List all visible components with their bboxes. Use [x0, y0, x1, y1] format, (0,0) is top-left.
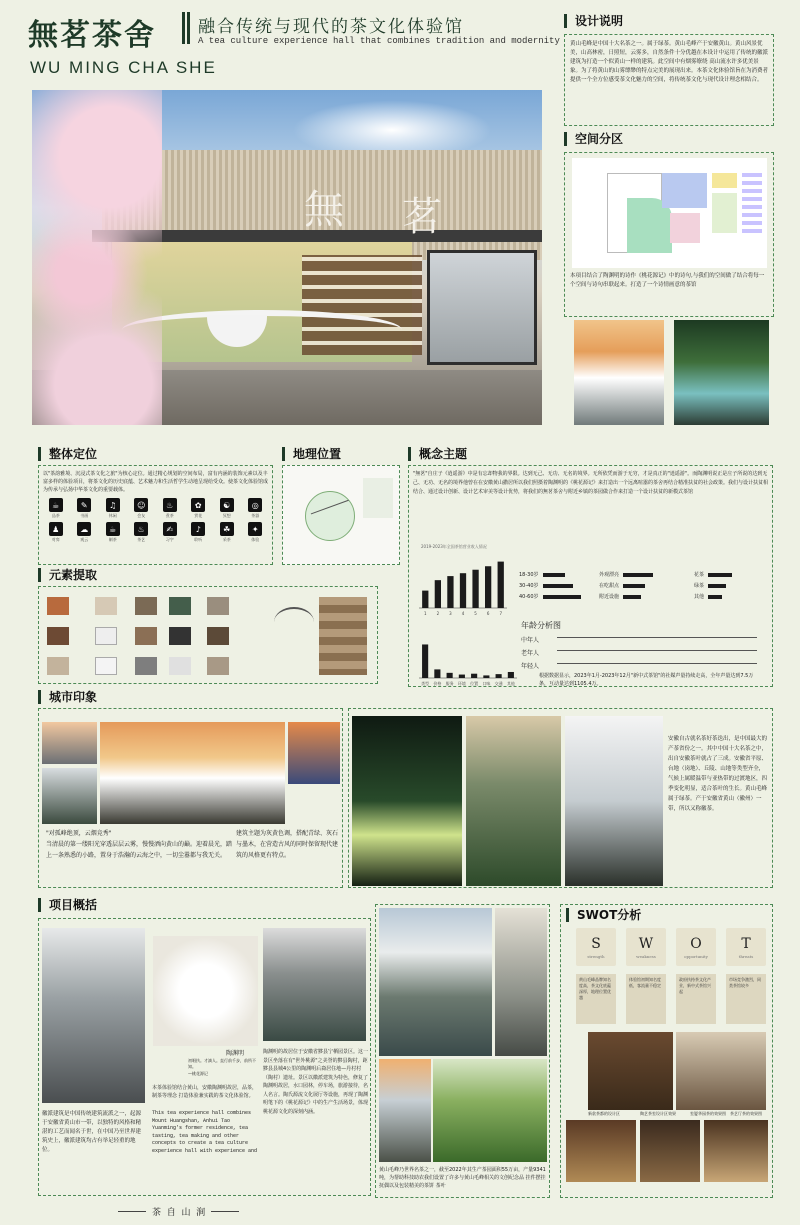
age-groups: 中年人 老年人 年轻人	[521, 637, 540, 670]
swot-heading: SWOT分析	[566, 908, 641, 922]
photo-misty-peaks	[565, 716, 663, 886]
poet-caption: 初唱扶。才滴人。直行前千步，前所不知。	[188, 1058, 256, 1069]
positioning-heading: 整体定位	[38, 447, 273, 461]
bar-7	[498, 562, 504, 608]
photo-pine-mist	[42, 768, 97, 824]
title-divider	[182, 12, 190, 44]
photo-hui-houses	[495, 908, 547, 1056]
activity-icon: ✍ 习字	[157, 522, 183, 543]
footer	[118, 1205, 288, 1217]
activity-icon: ✿ 赏花	[186, 498, 212, 519]
activity-icon: ♨ 茶艺	[129, 522, 155, 543]
intro-en: This tea experience hall combines Mount Huangshan, Anhui Tao Yuanming's former residence, tea tasting, tea making and other concepts to create a tea culture experience hall with experience and	[152, 1110, 258, 1154]
tick-label: 1	[424, 611, 427, 616]
age-title: 年龄分析图	[521, 621, 561, 630]
swot-card: 政府扶持茶文化产业，新中式茶馆兴起	[676, 974, 716, 1024]
city-impression	[38, 690, 773, 890]
render-caption-4: 茶艺厅茶的效果图	[730, 1111, 762, 1116]
revenue-chart	[413, 546, 513, 616]
project-overview	[38, 898, 371, 1198]
space-zoning	[564, 132, 774, 432]
swot-letters	[576, 928, 766, 966]
activity-icon: ✎ 书画	[72, 498, 98, 519]
photo-river-valley	[674, 320, 769, 425]
city-heading: 城市印象	[38, 690, 773, 704]
design-notes	[564, 14, 774, 132]
bar-环境	[459, 675, 465, 678]
tick-label: 服务	[445, 681, 454, 686]
activity-icon: ♨ 煮茶	[157, 498, 183, 519]
bar-4	[460, 573, 466, 608]
activity-icon: ☁ 观云	[72, 522, 98, 543]
photo-hui-alley	[42, 928, 145, 1103]
swot-cards	[576, 974, 766, 1024]
poet-source: —桃花源记	[188, 1071, 208, 1076]
swot-w: W weakness	[626, 928, 666, 966]
subtitle: 融合传统与现代的茶文化体验馆	[198, 17, 464, 37]
swot-card: 体验馆初期知名度低，客流量不稳定	[626, 974, 666, 1024]
legend-left: 18-30岁 30-40岁 40-60岁	[519, 571, 581, 604]
tick-label: 交通	[494, 681, 503, 686]
activity-icon: ◎ 茶器	[243, 498, 269, 519]
tick-label: 2	[436, 611, 440, 616]
bar-服务	[447, 673, 453, 678]
render-tea-room-2	[676, 1032, 766, 1110]
activity-icon: ☯ 冥想	[214, 498, 240, 519]
bar-2	[435, 580, 441, 608]
poet-name: 陶渊明	[226, 1050, 245, 1057]
tick-label: 5	[474, 611, 477, 616]
chart-caption: 2019-2023年全国茶馆营业收入情况	[421, 544, 487, 549]
swot-s: S strength	[576, 928, 616, 966]
stats-text: 根据数据显示，2023年1月-2023年12月"新中式茶馆"的社媒声量持续走高，全年声量达到7.5万条，互动量达到1105.4万。	[539, 673, 754, 687]
activity-icon: ☘ 采茶	[214, 522, 240, 543]
tick-label: 价格	[433, 681, 442, 686]
element-extraction	[38, 568, 378, 686]
tick-label: 环境	[457, 681, 466, 686]
render-caption-3: 室厦华园茶的效果图	[690, 1111, 726, 1116]
bar-价格	[434, 669, 440, 678]
activity-icon: ☕ 制茶	[100, 522, 126, 543]
hui-text: 徽派建筑是中国传统建筑流派之一，起源于安徽省黄山市一带，以独特的风格和精湛的工艺而闻名于世，在中国乃至世界建筑史上，徽派建筑均占有举足轻重的地位。	[42, 1111, 142, 1153]
tick-label: 口味	[482, 681, 491, 686]
activity-icon: ♪ 聆听	[186, 522, 212, 543]
space-zoning-heading: 空间分区	[564, 132, 774, 146]
photo-tao-portrait	[153, 936, 258, 1046]
activity-icon: ☕ 品茶	[43, 498, 69, 519]
activity-icon: ☺ 会友	[129, 498, 155, 519]
tick-label: 3	[449, 611, 452, 616]
hero-sign-2: 茗	[402, 194, 442, 240]
location-map	[282, 465, 400, 565]
render-tea-room-1	[588, 1032, 673, 1110]
geography-heading: 地理位置	[282, 447, 400, 461]
bar-位置	[471, 674, 477, 678]
legend-right: 花茶 绿茶 其他	[694, 571, 732, 604]
render-tea-room-5	[704, 1120, 768, 1182]
activity-icons	[43, 498, 268, 543]
page-title: 無茗茶舍	[28, 18, 156, 53]
hero-render	[32, 90, 542, 425]
design-notes-heading: 设计说明	[564, 14, 774, 28]
concept-heading: 概念主题	[408, 447, 773, 461]
data-analysis-chart	[413, 631, 523, 686]
tao-text: 陶渊明的故居位于安徽省黟县宁栖园景区。这一景区坐落在有"世外桃源"之美誉的黟县陶村，距黟县县城4公里的陶渊明后裔居住地—丹村村（陶村）遗址。景区以徽派建筑为特色，修复了陶渊明故居，水口园林，停车场，旅游接待，名人名言。陶氏源流文化展厅等设施，再现了陶渊明笔下的《桃花源记》中的生产生活场景，体现桃花源文化的深刻内涵。	[263, 1049, 369, 1115]
subtitle-en: A tea culture experience hall that combines tradition and modernity	[198, 36, 560, 46]
bar-6	[485, 566, 491, 608]
photo-tea-hills	[466, 716, 561, 886]
region-text: 安徽自古就名茶好茶迭出，是中国最大的产茶省份之一。其中中国十大名茶之中，出自安徽茶叶就占了三成。安徽省平原、台地（岗地）、丘陵、山地等类型齐全，气候上属暖温带与亚热带的过渡地区，四季变化明显，适合茶叶的生长。黄山毛峰属于绿茶。产于安徽省黄山（徽州）一带，所以又称徽茶。	[668, 736, 768, 812]
bar-口味	[483, 675, 489, 678]
swot-card: 黄山毛峰品牌知名度高，茶文化底蕴深厚，地理位置优越	[576, 974, 616, 1024]
floor-plan	[572, 158, 767, 268]
hero-sign-1: 無	[304, 187, 344, 233]
swot-t: T threats	[726, 928, 766, 966]
bar-1	[422, 591, 428, 608]
tea-stats-text: 黄山毛峰乃世界名茶之一，截至2022年其生产茶园面积55万亩，产量9341吨，为帮助科技助农我们设置了许多与黄山毛峰相关的文创纪念品 挂件摆挂 抚偶以及包装精美的茶饼 茶叶	[379, 1167, 546, 1189]
footer-text: 茶 自 山 涧	[152, 1207, 206, 1218]
tick-label: 类型	[421, 681, 430, 686]
intro-cn: 本茶体验馆结合黄山，安徽陶渊明故居，品茶，制茶等理念 打造体验兼实践的茶文化体验馆。	[152, 1085, 258, 1099]
photo-hui-lake	[379, 908, 492, 1056]
swot-card: 市场竞争激烈，同类茶馆较多	[726, 974, 766, 1024]
photo-sunset-sea	[288, 722, 340, 784]
legend-mid: 外观漂亮 在吃甜点 附近设施	[599, 571, 653, 604]
tick-label: 7	[499, 611, 502, 616]
concept-theme	[408, 447, 773, 687]
swot-analysis	[560, 904, 773, 1198]
bar-类型	[422, 644, 428, 678]
photo-cloud-peak	[42, 722, 97, 764]
photo-sunrise-peaks	[574, 320, 664, 425]
geography	[282, 447, 400, 567]
overview-heading: 项目概括	[38, 898, 371, 912]
swot-o: O opportunity	[676, 928, 716, 966]
design-notes-text: 黄山毛峰是中国十大名茶之一。属于绿茶。黄山毛峰产于安徽黄山。黄山风景优美，山高林密，日照短，云雾多，自然条件十分优越在本设计中运用了传统的徽派建筑为打造一个似黄山一样的建筑。此空间中有烟雾缭绕 高山流水许多优美景象。为了将黄山的山雾缥缈的特点完美的展现出来。本茶文化体验馆旨在为消费者提供一个全方位感受茶文化魅力的空间，将传统茶文化与现代设计理念相结合。	[570, 41, 769, 83]
activity-icon: ♟ 对弈	[43, 522, 69, 543]
city-quote: "对孤峰绝顶，云烟竞秀" 当清晨的第一缕阳光穿透层层云雾，慢慢洒向黄山的巅。迎着晨光，踏上一条熟悉的小路，置身于浩瀚的云海之中，一切尘嚣都与我无关。	[46, 830, 233, 859]
elements-heading: 元素提取	[38, 568, 378, 582]
photo-huangshan-sunset	[100, 722, 285, 824]
photo-green-tea-cup	[352, 716, 462, 886]
activity-icon: ♫ 休闲	[100, 498, 126, 519]
village-photos	[375, 904, 550, 1198]
render-caption-2: 陶艺茶室设计区效果	[640, 1111, 676, 1116]
photo-sunrise-cliff	[379, 1059, 431, 1162]
tick-label: 位置	[470, 681, 479, 686]
bar-交通	[496, 674, 502, 678]
page-title-en: WU MING CHA SHE	[30, 58, 217, 77]
activity-icon: ✦ 体验	[243, 522, 269, 543]
concept-text: "無茗"自庄子《逍遥游》中是有忘却物我的界限。达到无己、无功、无名的境界。无所依凭而游于无穷，才是真正的"逍遥游"。而陶渊明说正是庄子所说的达到无己、无功、无名的境界他曾在在安徽黄山撒居所以我们照摄着陶渊明的《桃花源记》来打造出一个远离喧嚣的茶舍再结合精准扶贫的社会政策。我们与设计扶贫相结合、通过设计创新、设计艺术审美等设计优势，将我们的無茗茶舍与附近乡镇的茶园做合作来打造一个设计扶贫的新模式茶馆	[413, 471, 769, 495]
render-caption-1: 新款茶都的设计区	[588, 1111, 620, 1116]
element-board	[38, 586, 378, 684]
photo-hui-village	[263, 928, 366, 1041]
space-zoning-text: 本项目结合了陶渊明的诗作《桃花源记》中的诗句,与我们的空间做了结合将每一个空间与诗句串联起来。打造了一个诗情画意的茶馆	[570, 273, 765, 288]
overall-positioning	[38, 447, 273, 567]
tick-label: 6	[486, 611, 490, 616]
bar-3	[447, 576, 453, 608]
render-tea-room-3	[566, 1120, 636, 1182]
positioning-text: 以"茶韵雅境、沉浸式茶文化之旅"为核心定位。通过精心规划的空间布局，富有内涵的装饰元素以及丰富多样的体验项目，将茶文化的历史底蕴、艺术魅力和生活哲学生动地呈现给受众。使茶文化体验馆成为传承与弘扬中华茶文化的重要载体。	[43, 471, 269, 493]
render-tea-room-4	[640, 1120, 700, 1182]
tick-label: 4	[461, 611, 465, 616]
tick-label: 其他	[506, 681, 515, 686]
photo-tea-plantation	[433, 1059, 547, 1162]
bar-5	[472, 570, 478, 608]
arch-text: 建筑主题为灰黄色调，搭配青绿、灰石与墨木，在营造古风的同时保留现代建筑的风格更有特点。	[236, 830, 339, 859]
bar-其他	[508, 672, 514, 678]
